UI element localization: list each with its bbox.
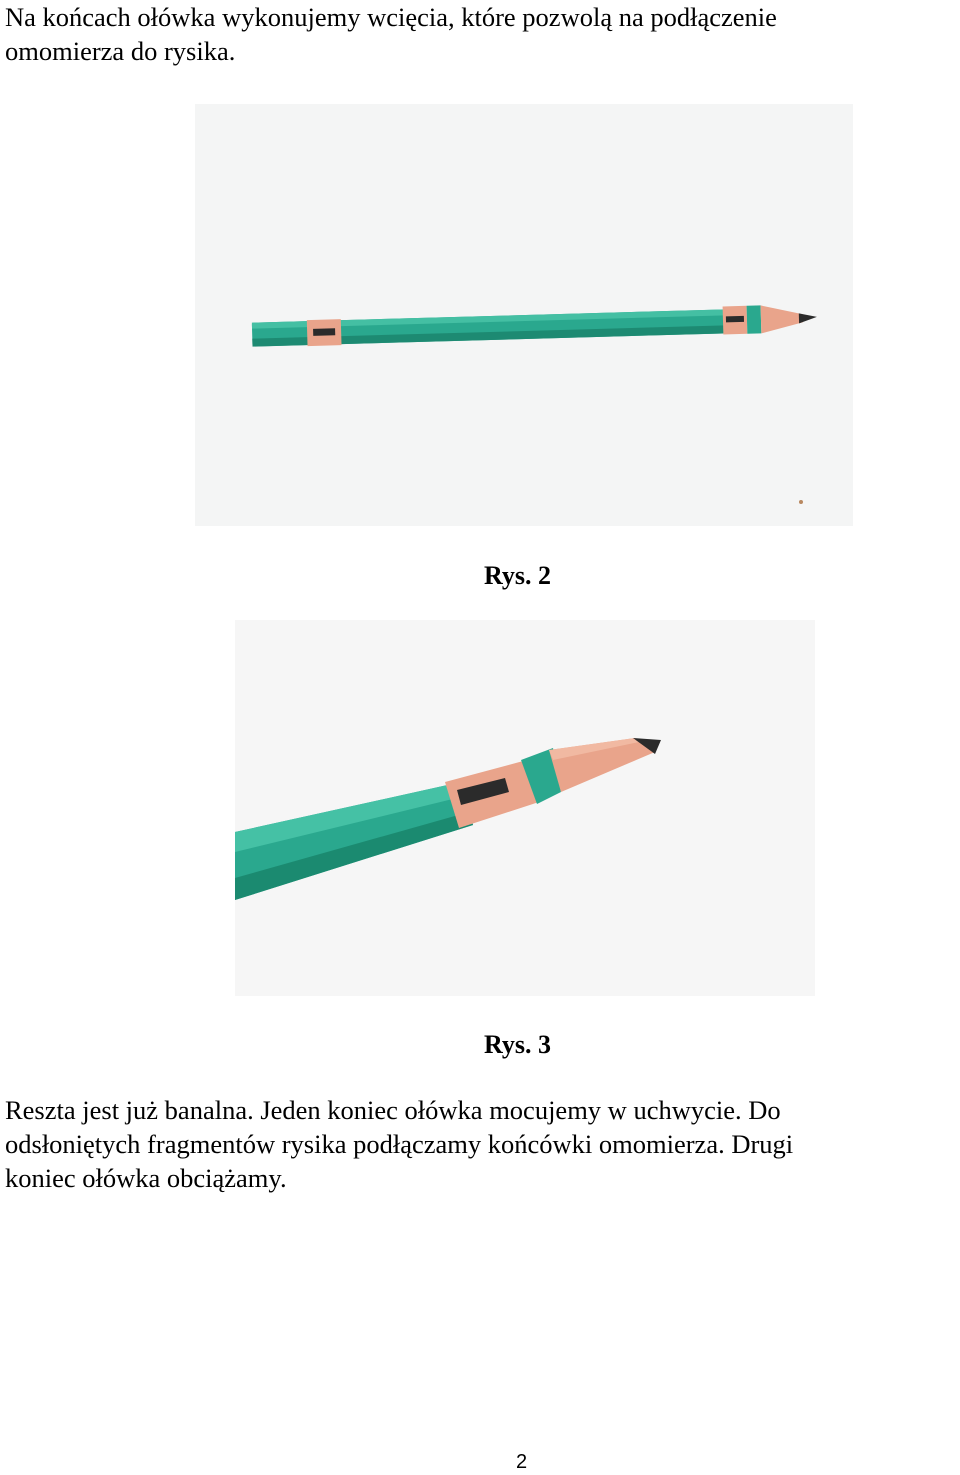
figure-3-caption: Rys. 3 (484, 1030, 551, 1059)
outro-line-1: Reszta jest już banalna. Jeden koniec ołówka mocujemy w uchwycie. Do (5, 1095, 781, 1125)
intro-line-2: omomierza do rysika. (5, 36, 236, 66)
outro-paragraph (5, 1093, 960, 1195)
pencil-tip-closeup-photo-icon (235, 620, 815, 996)
figure-3-photo (235, 620, 815, 996)
outro-line-3: koniec ołówka obciążamy. (5, 1163, 287, 1193)
figure-2-caption: Rys. 2 (484, 561, 551, 590)
pencil-with-two-cuts-photo-icon (195, 104, 853, 526)
outro-line-2: odsłoniętych fragmentów rysika podłączamy końcówki omomierza. Drugi (5, 1129, 794, 1159)
intro-paragraph (5, 0, 960, 68)
intro-line-1: Na końcach ołówka wykonujemy wcięcia, które pozwolą na podłączenie (5, 2, 777, 32)
figure-2-photo (195, 104, 853, 526)
page-number: 2 (516, 1451, 528, 1473)
